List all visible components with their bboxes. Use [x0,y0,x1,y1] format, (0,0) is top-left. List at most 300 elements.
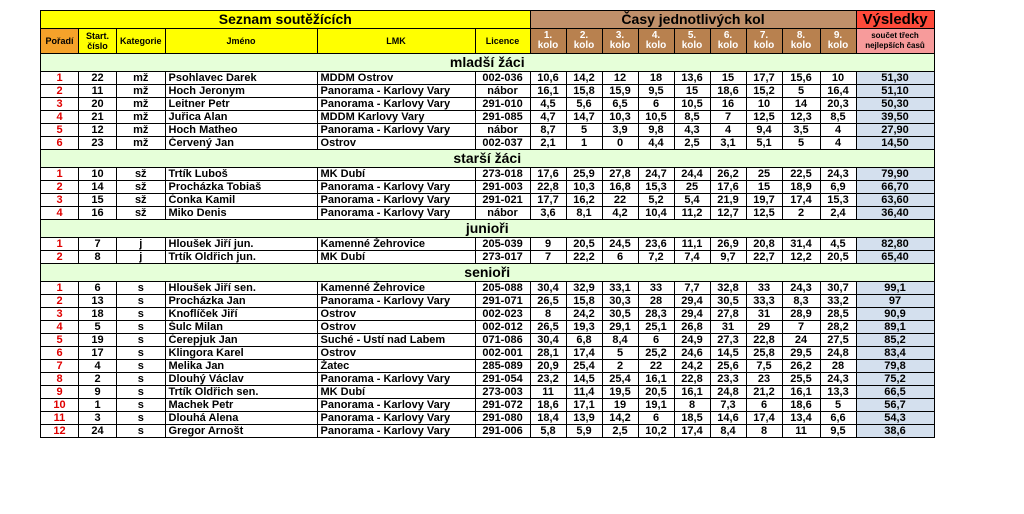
rank-cell: 3 [41,98,79,111]
round-cell: 22,8 [746,334,782,347]
name-cell: Hoch Jeronym [165,85,317,98]
round-cell: 13,6 [674,72,710,85]
round-cell: 25,6 [710,360,746,373]
club-cell: Panorama - Karlovy Vary [317,124,475,137]
table-row [41,334,935,347]
round-cell: 28,3 [638,308,674,321]
club-cell: Ostrov [317,321,475,334]
round-cell: 26,9 [710,238,746,251]
start-number-cell: 3 [79,412,117,425]
category-cell: s [117,373,166,386]
start-number-cell: 5 [79,321,117,334]
col-round: 9. kolo [820,29,856,54]
license-cell: nábor [475,85,530,98]
round-cell: 27,3 [710,334,746,347]
start-number-cell: 7 [79,238,117,251]
col-start: Start. číslo [79,29,117,54]
table-row [41,168,935,181]
category-title: senioři [41,264,935,282]
times-title: Časy jednotlivých kol [530,11,856,29]
start-number-cell: 12 [79,124,117,137]
category-cell: mž [117,72,166,85]
round-cell: 17,4 [566,347,602,360]
round-cell: 5,1 [746,137,782,150]
round-cell: 22,5 [782,168,820,181]
round-cell: 7,4 [674,251,710,264]
round-cell: 20,5 [566,238,602,251]
round-cell: 19,3 [566,321,602,334]
round-cell: 12,7 [710,207,746,220]
round-cell: 2,1 [530,137,566,150]
round-cell: 6 [638,412,674,425]
club-cell: Ostrov [317,347,475,360]
category-cell: s [117,399,166,412]
round-cell: 7,3 [710,399,746,412]
start-number-cell: 17 [79,347,117,360]
license-cell: 291-054 [475,373,530,386]
round-cell: 23,2 [530,373,566,386]
start-number-cell: 2 [79,373,117,386]
round-cell: 6 [638,98,674,111]
result-cell: 65,40 [856,251,934,264]
round-cell: 24,3 [782,282,820,295]
table-body [41,54,935,438]
round-cell: 17,1 [566,399,602,412]
category-cell: mž [117,124,166,137]
round-cell: 15,8 [566,85,602,98]
round-cell: 33,1 [602,282,638,295]
round-cell: 16,8 [602,181,638,194]
round-cell: 24,9 [674,334,710,347]
round-cell: 14,5 [566,373,602,386]
round-cell: 14,7 [566,111,602,124]
table-row [41,72,935,85]
result-cell: 79,90 [856,168,934,181]
name-cell: Klingora Karel [165,347,317,360]
round-cell: 16,4 [820,85,856,98]
round-cell: 27,8 [602,168,638,181]
start-number-cell: 4 [79,360,117,373]
round-cell: 27,5 [820,334,856,347]
round-cell: 3,9 [602,124,638,137]
round-cell: 7 [710,111,746,124]
license-cell: 291-006 [475,425,530,438]
rank-cell: 5 [41,124,79,137]
round-cell: 13,4 [782,412,820,425]
start-number-cell: 23 [79,137,117,150]
license-cell: 071-086 [475,334,530,347]
round-cell: 17,7 [530,194,566,207]
round-cell: 15 [674,85,710,98]
results-sheet [40,10,935,438]
round-cell: 2,5 [602,425,638,438]
license-cell: 291-072 [475,399,530,412]
result-cell: 54,3 [856,412,934,425]
license-cell: nábor [475,124,530,137]
round-cell: 24,4 [674,168,710,181]
round-cell: 6 [638,334,674,347]
club-cell: MK Dubí [317,386,475,399]
name-cell: Miko Denis [165,207,317,220]
round-cell: 4,3 [674,124,710,137]
round-cell: 19,5 [602,386,638,399]
round-cell: 23,3 [710,373,746,386]
round-cell: 33 [638,282,674,295]
name-cell: Dlouhá Alena [165,412,317,425]
round-cell: 29,5 [782,347,820,360]
rank-cell: 2 [41,295,79,308]
name-cell: Červený Jan [165,137,317,150]
club-cell: Kamenné Žehrovice [317,282,475,295]
result-cell: 39,50 [856,111,934,124]
round-cell: 18,9 [782,181,820,194]
round-cell: 22 [602,194,638,207]
round-cell: 17,4 [746,412,782,425]
round-cell: 6,8 [566,334,602,347]
col-round: 8. kolo [782,29,820,54]
round-cell: 6 [746,399,782,412]
rank-cell: 2 [41,251,79,264]
rank-cell: 1 [41,282,79,295]
table-row [41,347,935,360]
result-cell: 79,8 [856,360,934,373]
category-cell: sž [117,207,166,220]
round-cell: 0 [602,137,638,150]
round-cell: 10 [820,72,856,85]
license-cell: 002-037 [475,137,530,150]
start-number-cell: 24 [79,425,117,438]
result-cell: 85,2 [856,334,934,347]
round-cell: 11 [530,386,566,399]
round-cell: 27,8 [710,308,746,321]
license-cell: 273-018 [475,168,530,181]
round-cell: 4,2 [602,207,638,220]
round-cell: 14,6 [710,412,746,425]
round-cell: 22,2 [566,251,602,264]
name-cell: Machek Petr [165,399,317,412]
round-cell: 16,1 [674,386,710,399]
round-cell: 2,5 [674,137,710,150]
round-cell: 6,9 [820,181,856,194]
start-number-cell: 15 [79,194,117,207]
round-cell: 5,6 [566,98,602,111]
table-row [41,412,935,425]
round-cell: 8 [746,425,782,438]
name-cell: Dlouhý Václav [165,373,317,386]
round-cell: 7,7 [674,282,710,295]
title-row [41,11,935,29]
round-cell: 18,5 [674,412,710,425]
round-cell: 19,7 [746,194,782,207]
table-row [41,321,935,334]
round-cell: 24,8 [710,386,746,399]
license-cell: nábor [475,207,530,220]
round-cell: 30,5 [710,295,746,308]
round-cell: 12,2 [782,251,820,264]
round-cell: 32,8 [710,282,746,295]
result-cell: 97 [856,295,934,308]
round-cell: 15 [746,181,782,194]
club-cell: Panorama - Karlovy Vary [317,85,475,98]
round-cell: 5 [782,85,820,98]
license-cell: 291-003 [475,181,530,194]
rank-cell: 3 [41,194,79,207]
col-round: 1. kolo [530,29,566,54]
result-cell: 14,50 [856,137,934,150]
col-result: součet třech nejlepších časů [856,29,934,54]
license-cell: 205-039 [475,238,530,251]
col-rank: Pořadí [41,29,79,54]
category-cell: sž [117,181,166,194]
category-cell: mž [117,137,166,150]
round-cell: 4,7 [530,111,566,124]
round-cell: 5,8 [530,425,566,438]
round-cell: 29 [746,321,782,334]
license-cell: 205-088 [475,282,530,295]
name-cell: Trtík Oldřich jun. [165,251,317,264]
name-cell: Hloušek Jiří sen. [165,282,317,295]
round-cell: 12,3 [782,111,820,124]
category-cell: sž [117,194,166,207]
category-cell: j [117,238,166,251]
round-cell: 19,1 [638,399,674,412]
start-number-cell: 18 [79,308,117,321]
round-cell: 9,8 [638,124,674,137]
round-cell: 8,4 [602,334,638,347]
start-number-cell: 9 [79,386,117,399]
result-cell: 63,60 [856,194,934,207]
result-cell: 51,30 [856,72,934,85]
round-cell: 7,5 [746,360,782,373]
license-cell: 291-010 [475,98,530,111]
result-cell: 51,10 [856,85,934,98]
category-title: starší žáci [41,150,935,168]
category-cell: s [117,347,166,360]
category-cell: mž [117,98,166,111]
round-cell: 26,2 [710,168,746,181]
rank-cell: 7 [41,360,79,373]
club-cell: Panorama - Karlovy Vary [317,425,475,438]
club-cell: Panorama - Karlovy Vary [317,181,475,194]
table-row [41,360,935,373]
round-cell: 8,5 [674,111,710,124]
round-cell: 30,5 [602,308,638,321]
round-cell: 4 [820,124,856,137]
round-cell: 3,6 [530,207,566,220]
round-cell: 17,6 [710,181,746,194]
round-cell: 26,5 [530,321,566,334]
round-cell: 26,8 [674,321,710,334]
rank-cell: 4 [41,207,79,220]
round-cell: 25,1 [638,321,674,334]
round-cell: 9,5 [638,85,674,98]
round-cell: 4,5 [530,98,566,111]
round-cell: 28,5 [820,308,856,321]
result-cell: 66,5 [856,386,934,399]
round-cell: 18,6 [530,399,566,412]
rank-cell: 2 [41,181,79,194]
rank-cell: 8 [41,373,79,386]
category-cell: mž [117,111,166,124]
name-cell: Melika Jan [165,360,317,373]
license-cell: 291-071 [475,295,530,308]
table-row [41,295,935,308]
round-cell: 31 [746,308,782,321]
round-cell: 20,9 [530,360,566,373]
round-cell: 24,2 [674,360,710,373]
name-cell: Čerepjuk Jan [165,334,317,347]
round-cell: 5,4 [674,194,710,207]
round-cell: 16,1 [638,373,674,386]
round-cell: 28,2 [820,321,856,334]
result-cell: 83,4 [856,347,934,360]
start-number-cell: 16 [79,207,117,220]
rank-cell: 10 [41,399,79,412]
col-round: 2. kolo [566,29,602,54]
round-cell: 24,8 [820,347,856,360]
table-row [41,98,935,111]
round-cell: 9,5 [820,425,856,438]
round-cell: 15,6 [782,72,820,85]
round-cell: 13,3 [820,386,856,399]
round-cell: 14,2 [566,72,602,85]
result-cell: 66,70 [856,181,934,194]
table-row [41,386,935,399]
round-cell: 15,3 [820,194,856,207]
round-cell: 26,2 [782,360,820,373]
round-cell: 30,7 [820,282,856,295]
license-cell: 273-017 [475,251,530,264]
round-cell: 30,4 [530,334,566,347]
table-row [41,85,935,98]
list-title: Seznam soutěžících [41,11,531,29]
club-cell: MDDM Ostrov [317,72,475,85]
col-round: 3. kolo [602,29,638,54]
club-cell: Panorama - Karlovy Vary [317,207,475,220]
rank-cell: 9 [41,386,79,399]
result-cell: 90,9 [856,308,934,321]
round-cell: 28 [638,295,674,308]
category-header-row [41,150,935,168]
club-cell: Suché - Ustí nad Labem [317,334,475,347]
round-cell: 21,9 [710,194,746,207]
round-cell: 13,9 [566,412,602,425]
round-cell: 11,2 [674,207,710,220]
round-cell: 4 [820,137,856,150]
round-cell: 24 [782,334,820,347]
category-cell: s [117,334,166,347]
table-row [41,308,935,321]
start-number-cell: 22 [79,72,117,85]
table-row [41,399,935,412]
table-row [41,181,935,194]
round-cell: 28 [820,360,856,373]
round-cell: 25,8 [746,347,782,360]
round-cell: 30,3 [602,295,638,308]
round-cell: 24,3 [820,168,856,181]
name-cell: Procházka Tobiaš [165,181,317,194]
club-cell: Panorama - Karlovy Vary [317,399,475,412]
round-cell: 8,7 [530,124,566,137]
round-cell: 15,2 [746,85,782,98]
round-cell: 8 [530,308,566,321]
round-cell: 4,4 [638,137,674,150]
round-cell: 25 [746,168,782,181]
round-cell: 25 [674,181,710,194]
club-cell: Panorama - Karlovy Vary [317,194,475,207]
rank-cell: 1 [41,72,79,85]
round-cell: 5 [602,347,638,360]
round-cell: 15,8 [566,295,602,308]
start-number-cell: 8 [79,251,117,264]
license-cell: 291-085 [475,111,530,124]
category-cell: s [117,386,166,399]
round-cell: 33,3 [746,295,782,308]
col-round: 5. kolo [674,29,710,54]
category-cell: s [117,321,166,334]
round-cell: 10,3 [566,181,602,194]
rank-cell: 12 [41,425,79,438]
round-cell: 1 [566,137,602,150]
license-cell: 002-001 [475,347,530,360]
round-cell: 10,5 [674,98,710,111]
round-cell: 24,7 [638,168,674,181]
round-cell: 16,1 [782,386,820,399]
round-cell: 2 [602,360,638,373]
round-cell: 5,2 [638,194,674,207]
license-cell: 291-021 [475,194,530,207]
results-title: Výsledky [856,11,934,29]
col-club: LMK [317,29,475,54]
license-cell: 291-080 [475,412,530,425]
table-row [41,251,935,264]
round-cell: 20,5 [638,386,674,399]
start-number-cell: 11 [79,85,117,98]
col-license: Licence [475,29,530,54]
club-cell: Panorama - Karlovy Vary [317,373,475,386]
round-cell: 28,9 [782,308,820,321]
result-cell: 75,2 [856,373,934,386]
category-cell: s [117,412,166,425]
rank-cell: 2 [41,85,79,98]
round-cell: 9,4 [746,124,782,137]
round-cell: 10,3 [602,111,638,124]
round-cell: 14,2 [602,412,638,425]
round-cell: 7 [530,251,566,264]
round-cell: 18,6 [710,85,746,98]
col-round: 7. kolo [746,29,782,54]
round-cell: 22,8 [674,373,710,386]
round-cell: 16,2 [566,194,602,207]
start-number-cell: 10 [79,168,117,181]
category-cell: s [117,295,166,308]
license-cell: 002-023 [475,308,530,321]
round-cell: 23,6 [638,238,674,251]
round-cell: 14 [782,98,820,111]
round-cell: 10,2 [638,425,674,438]
round-cell: 3,1 [710,137,746,150]
club-cell: Panorama - Karlovy Vary [317,295,475,308]
name-cell: Trtík Oldřich sen. [165,386,317,399]
round-cell: 33,2 [820,295,856,308]
name-cell: Hoch Matheo [165,124,317,137]
round-cell: 5 [782,137,820,150]
club-cell: Panorama - Karlovy Vary [317,98,475,111]
club-cell: MK Dubí [317,168,475,181]
name-cell: Gregor Arnošt [165,425,317,438]
start-number-cell: 1 [79,399,117,412]
round-cell: 5 [820,399,856,412]
